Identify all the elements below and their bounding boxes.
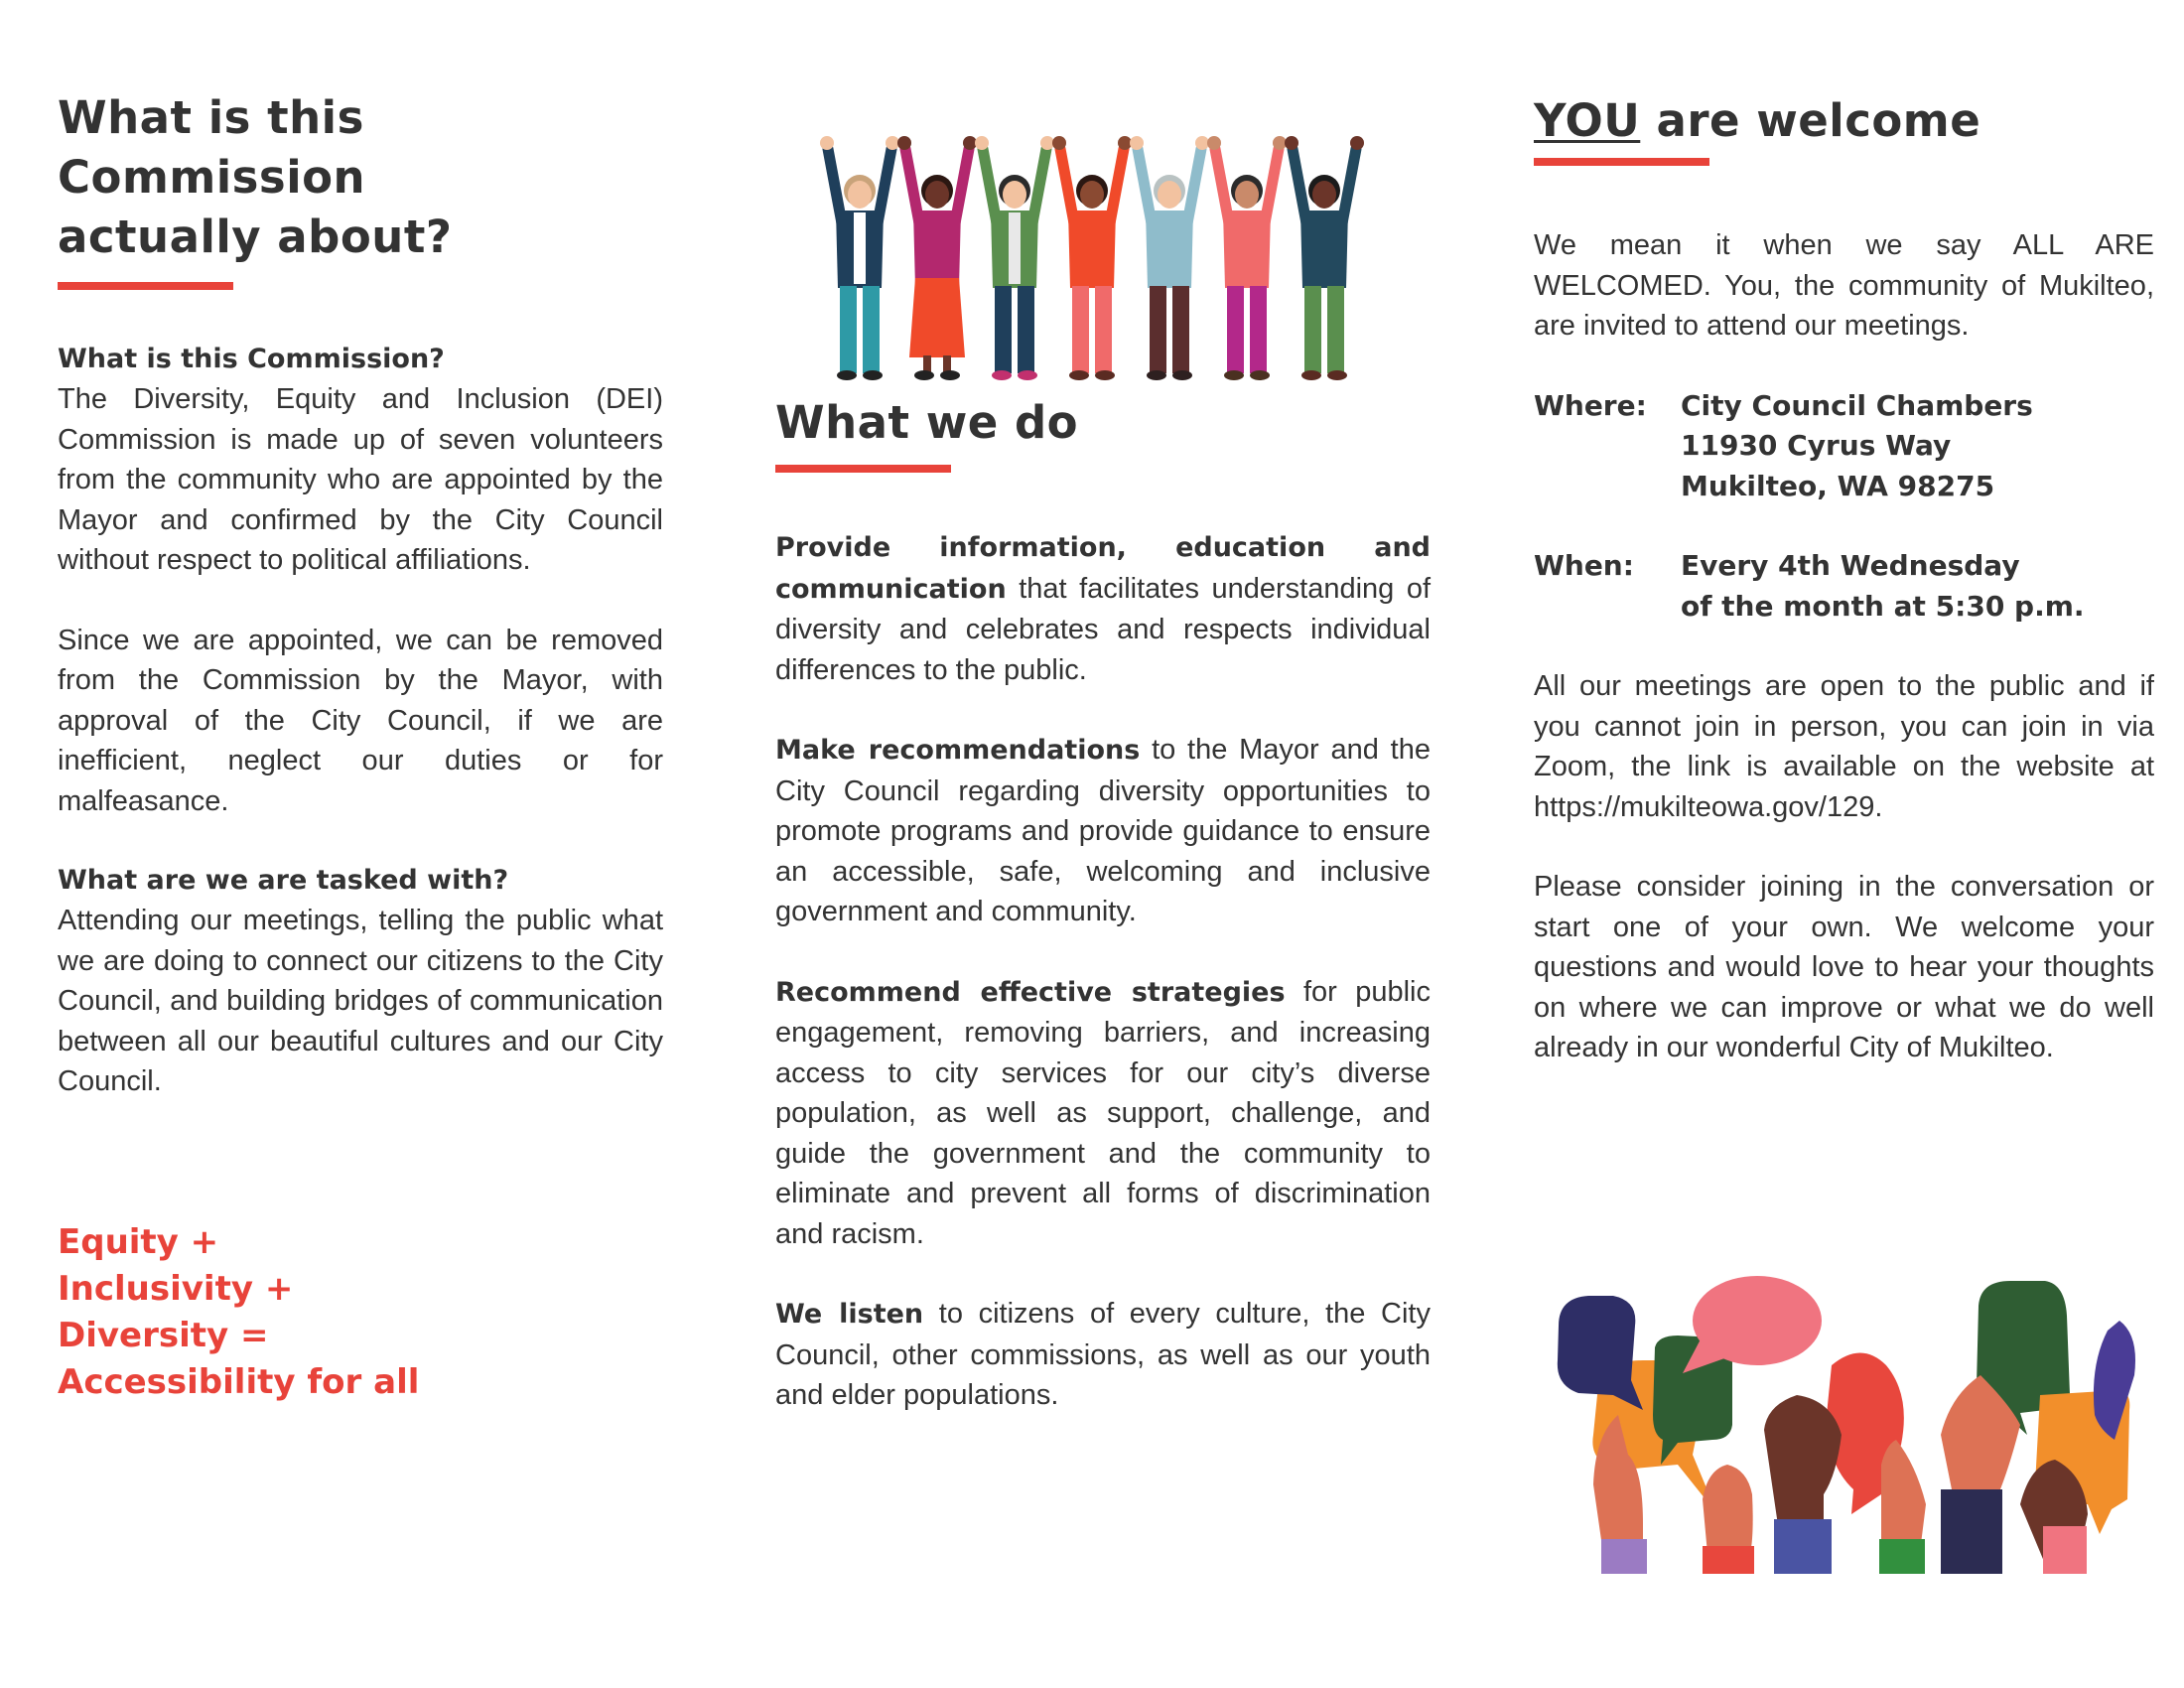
hand-3 xyxy=(1764,1395,1842,1574)
speech-bubbles-illustration xyxy=(1544,1266,2139,1574)
slogan-line: Diversity = xyxy=(58,1316,269,1355)
address-street: 11930 Cyrus Way xyxy=(1681,429,1952,462)
heading-accent-bar xyxy=(775,465,951,473)
panel-heading xyxy=(1534,91,2154,151)
commission-section xyxy=(58,340,663,1102)
mission-item xyxy=(775,972,1431,1255)
hand-2 xyxy=(1703,1465,1754,1574)
mission-item-title: Make recommendations xyxy=(775,735,1141,766)
panel-heading xyxy=(58,88,663,267)
where-row xyxy=(1534,426,2154,467)
mission-item xyxy=(775,527,1431,690)
right-panel xyxy=(1534,91,2154,151)
slogan-line: Equity + xyxy=(58,1222,219,1262)
welcome-intro: We mean it when we say ALL ARE WELCOMED. You, the community of Mukilteo, are invited to attend our meetings. xyxy=(1534,229,2154,342)
mission-item-title: We listen xyxy=(775,1299,924,1330)
people-holding-hands-illustration xyxy=(820,129,1386,382)
mission-item-title: Provide information, education and communication xyxy=(775,532,1431,605)
meeting-time xyxy=(1534,546,2154,627)
welcome-content xyxy=(1534,225,2154,1068)
person-figure xyxy=(975,136,1054,380)
heading-accent-bar xyxy=(1534,158,1709,166)
slogan xyxy=(58,1219,653,1406)
mission-item-title: Recommend effective strategies xyxy=(775,976,1286,1008)
meetings-info: All our meetings are open to the public and if you cannot join in person, you can join in via Zoom, the link is available on the website at https://mukilteowa.gov/129. xyxy=(1534,670,2154,823)
section-title: What is this Commission? xyxy=(58,344,445,374)
where-row xyxy=(1534,467,2154,507)
person-figure xyxy=(1285,136,1364,380)
what-we-do-list xyxy=(775,527,1431,1416)
people-illustration xyxy=(820,129,1386,382)
heading-line: What is this xyxy=(58,91,364,144)
when-value: Every 4th Wednesday xyxy=(1681,549,2020,582)
heading-line: actually about? xyxy=(58,211,453,263)
person-figure xyxy=(897,136,977,380)
when-value: of the month at 5:30 p.m. xyxy=(1681,589,2085,623)
slogan-line: Inclusivity + xyxy=(58,1269,294,1309)
heading-rest: are welcome xyxy=(1640,94,1981,147)
hand-4 xyxy=(1879,1440,1926,1574)
where-value: City Council Chambers xyxy=(1681,388,2033,422)
mission-item-text: to the Mayor and the City Council regarding diversity opportunities to promote programs and provide guidance to ensure an accessible, safe, welcoming and inclusive government and community. xyxy=(775,734,1431,927)
where-label: Where: xyxy=(1534,388,1647,422)
section-body: The Diversity, Equity and Inclusion (DEI) Commission is made up of seven volunteers from the community who are appointed by the Mayor and confirmed by the City Council without respect to political affiliations. xyxy=(58,383,663,576)
slogan-text xyxy=(58,1219,653,1406)
section-body: Attending our meetings, telling the public what we are doing to connect our citizens to the City Council, and building bridges of communication between all our beautiful cultures and our City Council. xyxy=(58,905,663,1097)
person-figure xyxy=(820,136,899,380)
left-panel xyxy=(58,88,663,267)
section-title: What are we are tasked with? xyxy=(58,865,509,896)
when-row xyxy=(1534,546,2154,587)
hands-speech-bubbles-illustration xyxy=(1544,1266,2139,1574)
panel-heading: What we do xyxy=(775,396,1079,449)
mission-item-text: to citizens of every culture, the City Council, other commissions, as well as our youth and elder populations. xyxy=(775,1298,1431,1411)
removal-paragraph: Since we are appointed, we can be removed from the Commission by the Mayor, with approval of the City Council, if we are inefficient, neglect our duties or for malfeasance. xyxy=(58,624,663,817)
mission-item-text: for public engagement, removing barriers, and increasing access to city services for our city’s diverse population, as well as support, challenge, and guide the government and the community to eliminate and prevent all forms of discrimination and racism. xyxy=(775,975,1431,1250)
closing-paragraph: Please consider joining in the conversation or start one of your own. We welcome your questions and would love to hear your thoughts on where we can improve or what we do well already in our wonderful City of Mukilteo. xyxy=(1534,871,2154,1063)
heading-accent-bar xyxy=(58,282,233,290)
person-figure xyxy=(1130,136,1209,380)
person-figure xyxy=(1052,136,1132,380)
address-city: Mukilteo, WA 98275 xyxy=(1681,469,1995,502)
when-label: When: xyxy=(1534,549,1634,582)
meeting-location xyxy=(1534,386,2154,507)
heading-emphasis: YOU xyxy=(1534,94,1641,147)
heading-line: Commission xyxy=(58,151,366,204)
mission-item-text: that facilitates understanding of diversity and celebrates and respects individual differences to the public. xyxy=(775,572,1431,686)
middle-panel xyxy=(775,393,1431,453)
mission-item xyxy=(775,730,1431,932)
mission-item xyxy=(775,1294,1431,1416)
person-figure xyxy=(1207,136,1287,380)
slogan-line: Accessibility for all xyxy=(58,1362,420,1402)
speech-bubble-navy xyxy=(1558,1296,1643,1410)
where-row xyxy=(1534,386,2154,427)
when-row xyxy=(1534,587,2154,628)
